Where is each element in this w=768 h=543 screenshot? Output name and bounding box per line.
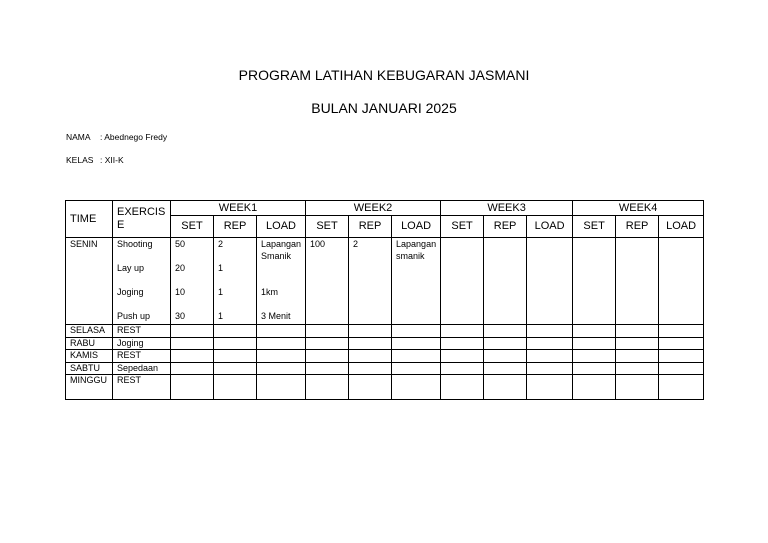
header-exercise: EXERCIS E <box>113 201 171 238</box>
exercise-cell: Sepedaan <box>113 362 171 375</box>
header-load: LOAD <box>527 216 573 238</box>
empty-cell <box>527 238 573 325</box>
document-title: PROGRAM LATIHAN KEBUGARAN JASMANI <box>238 67 530 83</box>
empty-cell <box>484 238 527 325</box>
header-set: SET <box>306 216 349 238</box>
exercise-cell: REST <box>113 375 171 400</box>
header-week4: WEEK4 <box>573 201 704 216</box>
set-value: 50 <box>175 239 186 249</box>
header-load: LOAD <box>659 216 704 238</box>
header-week3: WEEK3 <box>441 201 573 216</box>
table-row <box>66 375 704 400</box>
exercise-item: Shooting <box>117 239 153 249</box>
kelas-line <box>66 155 124 165</box>
table-row <box>66 350 704 363</box>
header-rep: REP <box>349 216 392 238</box>
header-rep: REP <box>484 216 527 238</box>
week2-set-cell: 100 <box>306 238 349 325</box>
document-subtitle: BULAN JANUARI 2025 <box>311 100 457 116</box>
header-week2: WEEK2 <box>306 201 441 216</box>
rep-value: 1 <box>218 287 224 297</box>
exercise-item: Lay up <box>117 263 145 273</box>
load-value: 1km <box>261 287 279 297</box>
week1-rep-cell <box>214 238 257 325</box>
empty-cell <box>573 238 616 325</box>
header-rep: REP <box>616 216 659 238</box>
set-value: 30 <box>175 311 186 321</box>
week1-set-cell <box>171 238 214 325</box>
load-value: Lapangan Smanik <box>261 239 302 261</box>
set-value: 10 <box>175 287 186 297</box>
day-cell: SELASA <box>66 325 113 338</box>
header-time: TIME <box>66 201 113 238</box>
week2-load-cell: Lapangan smanik <box>392 238 441 325</box>
exercise-cell <box>113 238 171 325</box>
header-load: LOAD <box>257 216 306 238</box>
exercise-item: Joging <box>117 287 144 297</box>
exercise-cell: REST <box>113 325 171 338</box>
nama-label: NAMA <box>66 132 91 142</box>
training-schedule-table <box>65 200 704 400</box>
exercise-item: Push up <box>117 311 151 321</box>
load-value: 3 Menit <box>261 311 291 321</box>
empty-cell <box>659 238 704 325</box>
table-row <box>66 362 704 375</box>
empty-cell <box>441 238 484 325</box>
day-cell: KAMIS <box>66 350 113 363</box>
kelas-value: : XII-K <box>100 155 124 165</box>
header-set: SET <box>573 216 616 238</box>
day-cell: SABTU <box>66 362 113 375</box>
header-set: SET <box>441 216 484 238</box>
rep-value: 1 <box>218 263 224 273</box>
rep-value: 1 <box>218 311 224 321</box>
nama-line <box>66 132 167 142</box>
exercise-cell: REST <box>113 350 171 363</box>
exercise-cell: Joging <box>113 337 171 350</box>
week1-load-cell <box>257 238 306 325</box>
header-rep: REP <box>214 216 257 238</box>
header-week1: WEEK1 <box>171 201 306 216</box>
table-row <box>66 238 704 325</box>
rep-value: 2 <box>218 239 224 249</box>
nama-value: : Abednego Fredy <box>100 132 168 142</box>
day-cell: MINGGU <box>66 375 113 400</box>
day-cell: RABU <box>66 337 113 350</box>
table-row <box>66 325 704 338</box>
day-cell: SENIN <box>66 238 113 325</box>
set-value: 20 <box>175 263 186 273</box>
kelas-label: KELAS <box>66 155 94 165</box>
header-load: LOAD <box>392 216 441 238</box>
empty-cell <box>616 238 659 325</box>
table-row <box>66 337 704 350</box>
week2-rep-cell: 2 <box>349 238 392 325</box>
header-set: SET <box>171 216 214 238</box>
